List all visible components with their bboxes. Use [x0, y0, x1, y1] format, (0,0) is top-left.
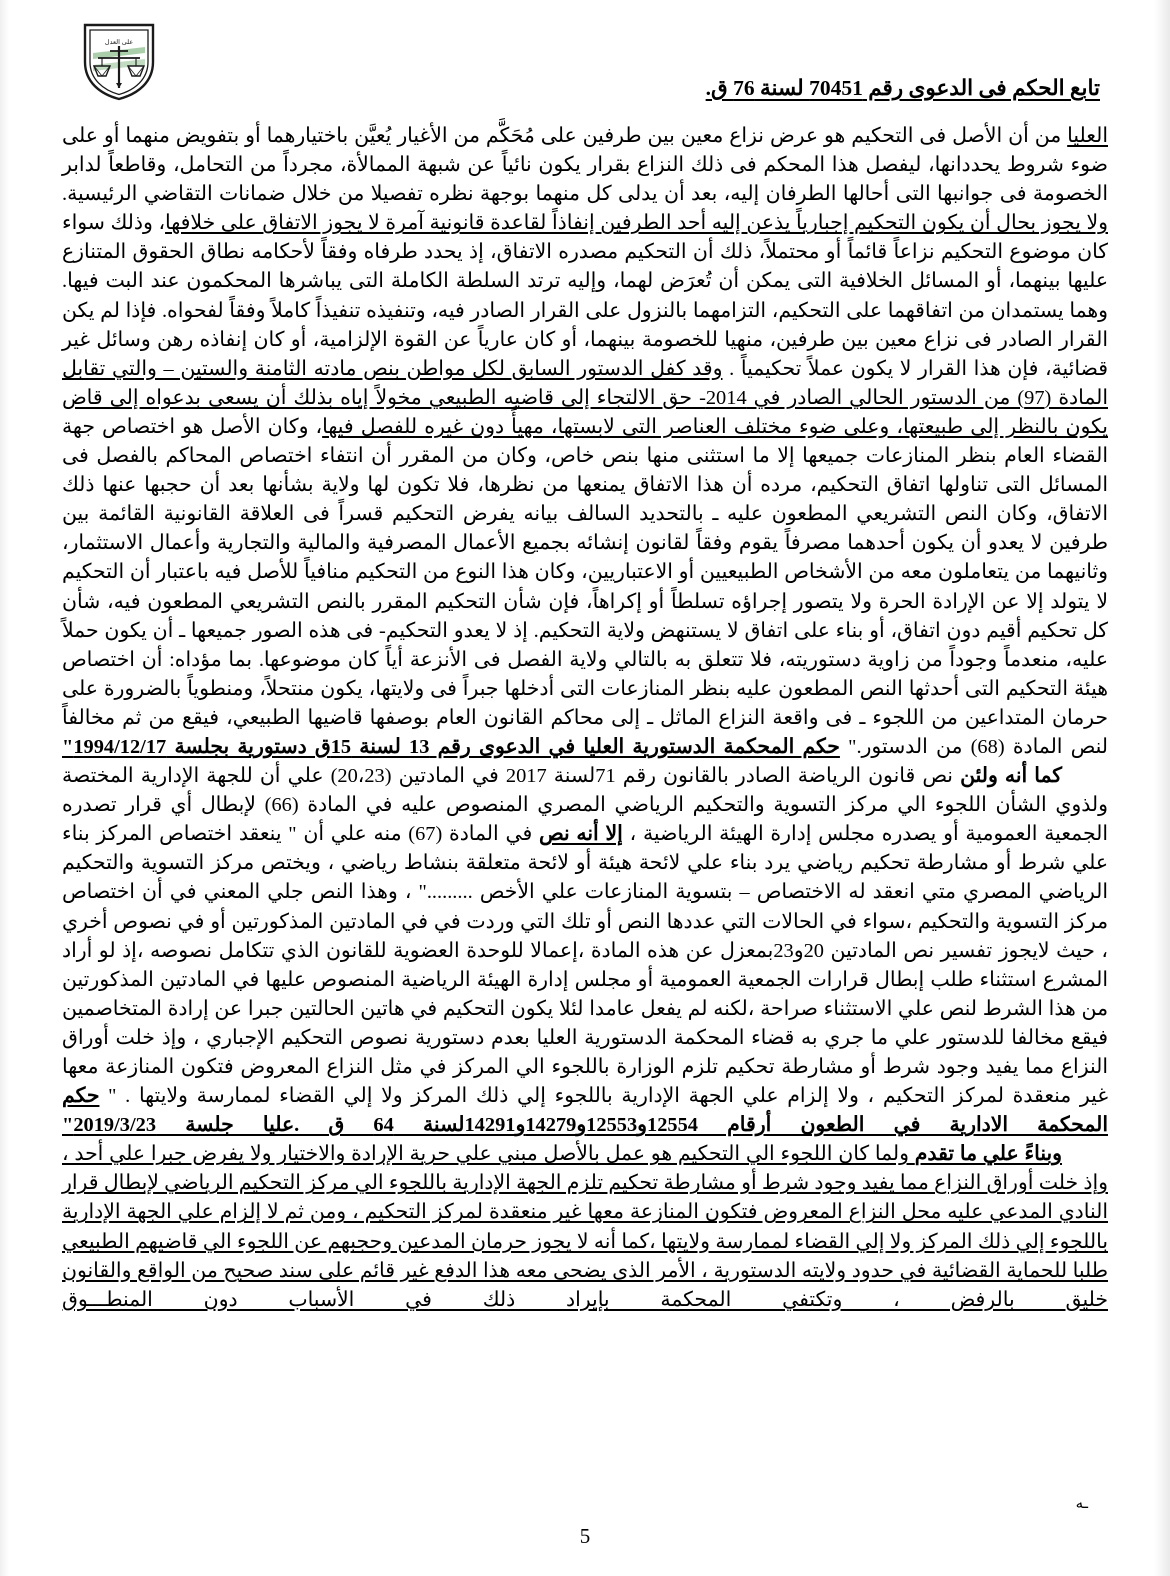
paragraph-conclusion [62, 1140, 1108, 1315]
p1-ruling-citation: حكم المحكمة الدستورية العليا في الدعوى رقم 13 لسنة 15ق دستورية بجلسة 1994/12/17" [62, 735, 840, 758]
p1-segment-a: من أن الأصل فى التحكيم هو عرض نزاع معين بين طرفين على مُحَكَّم من الأغيار يُعيَّن باختيارهما أو بتفويض منهما أو على ضوء شروط يحددانها، ليفصل هذا المحكم فى ذلك النزاع بقرار يكون نائياً عن شبهة المماﻷة، مجرداً من التحامل، وقاطعاً لدابر الخصومة فى جوانبها التى أحالها الطرفان إليه، بعد أن يدلى كل منهما بوجهة نظره تفصيلا من خلال ضمانات التقاضي الرئيسية. [62, 125, 1108, 206]
scan-edge-left [0, 0, 9, 1576]
p3-body: ولما كان اللجوء الي التحكيم هو عمل بالأصل مبني علي حرية الإرادة والاختيار ولا يفرض جبرا علي أحد ، وإذ خلت أوراق النزاع مما يفيد وجود شرط أو مشارطة تحكيم تلزم الجهة الإدارية باللجوء الي مركز التحكيم الرياضي لإبطال قرار النادي المدعي عليه محل النزاع المعروض فتكون المنازعة معها غير منعقدة لمركز التحكيم ، ومن ثم لا إلزام علي الجهة الإدارية باللجوء إلي ذلك المركز ولا إلي القضاء لممارسة ولايتها ،كما أنه لا يجوز حرمان المدعين وحجبهم عن اللجوء الي قاضيهم الطبيعي طلبا للحماية القضائية في حدود ولايته الدستورية ، الأمر الذى يضحى معه هذا الدفع غير قائم على سند صحيح من الواقع والقانون خليق بالرفض ، وتكتفي المحكمة بإيراد ذلك في الأسباب دون المنطـــوق [62, 1143, 1108, 1311]
document-body [62, 122, 1108, 1315]
p1-segment-c: ، وذلك سواء كان موضوع التحكيم نزاعاً قائماً أو محتملاً، ذلك أن التحكيم مصدره الاتفاق، إذ يحدد طرفاه وفقاً لأحكامه نطاق الحقوق المتنازع عليها بينهما، أو المسائل الخلافية التى يمكن أن تُعرَض لهما، وإليه ترتد السلطة الكاملة التى يباشرها المحكمون عند البت فيها. وهما يستمدان من اتفاقهما على التحكيم، التزامهما بالنزول على القرار الصادر فيه، وتنفيذه تنفيذاً كاملاً وفقاً لفحواه. فإذا لم يكن القرار الصادر فى نزاع معين بين طرفين، منهيا للخصومة بينهما، أو كان عارياً عن القوة الإلزامية، أو كان إنفاذه رهن وسائل غير قضائية، فإن هذا القرار لا يكون عملاً تحكيمياً . [62, 212, 1108, 380]
court-emblem-icon [80, 20, 158, 102]
p1-segment-underlined-b: ولا يجوز بحال أن يكون التحكيم إجبارياً يذعن إليه أحد الطرفين إنفاذاً لقاعدة قانونية آمرة لا يجوز الاتفاق على خلافها [165, 212, 1108, 235]
document-title: تابع الحكم فى الدعوى رقم 70451 لسنة 76 ق. [705, 76, 1100, 100]
footer-scan-mark: ـه [1075, 1496, 1088, 1512]
p3-lead-bold: وبناءً علي ما تقدم [914, 1143, 1062, 1166]
p2-lead-bold: كما أنه ولئن [960, 765, 1062, 788]
paragraph-constitutional-court [62, 122, 1108, 762]
page-number: 5 [579, 1524, 591, 1548]
p1-segment-e: ، وكان الأصل هو اختصاص جهة القضاء العام بنظر المنازعات جميعها إلا ما استثنى منها بنص خاص، وكان من المقرر أن انتفاء اختصاص المحاكم بالفصل فى المسائل التى تناولها اتفاق التحكيم، مرده أن هذا الاتفاق يمنعها من نظرها، فلا تكون لها ولاية بشأنها بعد أن حجبها عنها ذلك الاتفاق، وكان النص التشريعي المطعون عليه ـ بالتحديد السالف بيانه يفرض التحكيم قسراً فى العلاقة القانونية القائمة بين طرفين لا يعدو أن يكون أحدهما مصرفاً يقوم وفقاً لقانون إنشائه بجميع الأعمال المصرفية والمالية والتجارية وأعمال الاستثمار، وثانيهما من يتعاملون معه من الأشخاص الطبيعيين أو الاعتباريين، وكان هذا النوع من التحكيم منافياً للأصل فيه باعتبار أن التحكيم لا يتولد إلا عن الإرادة الحرة ولا يتصور إجراؤه تسلطاً أو إكراهاً، فإن شأن التحكيم المقرر بالنص التشريعي المطعون فيه، شأن كل تحكيم أقيم دون اتفاق، أو بناء على اتفاق لا يستنهض ولاية التحكيم. إذ لا يعدو التحكيم- فى هذه الصور جميعها ـ أن يكون حملاً عليه، منعدماً وجوداً من زاوية دستوريته، فلا تتعلق به بالتالي ولاية الفصل فى الأنزعة أياً كان موضوعها. بما مؤداه: أن اختصاص هيئة التحكيم التى أحدثها النص المطعون عليه بنظر المنازعات التى أدخلها جبراً فى ولايتها، يكون منتحلاً، ومنطوياً بالضرورة على حرمان المتداعين من اللجوء ـ فى واقعة النزاع الماثل ـ إلى محاكم القانون العام بوصفها قاضيها الطبيعي، فيقع من ثم مخالفاً لنص المادة (68) من الدستور." [62, 415, 1109, 758]
paragraph-sports-law [62, 762, 1108, 1140]
p2-ruling-citation: حكم المحكمة الادارية في الطعون أرقام 12554و12553و14279و14291لسنة 64 ق .عليا جلسة 2019/3/23" [62, 1085, 1108, 1137]
scan-edge-right [1154, 0, 1170, 1576]
svg-text:على العدل: على العدل [104, 39, 134, 46]
p2-segment-b: في المادة (67) منه علي أن " ينعقد اختصاص المركز بناء علي شرط أو مشارطة تحكيم رياضي يرد بناء علي لائحة هيئة أو لائحة متعلقة بنشاط رياضي ، ويختص مركز التسوية والتحكيم الرياضي المصري متي انعقد له الاختصاص – بتسوية المنازعات علي الأخص ........." ، وهذا النص جلي المعني في أن اختصاص مركز التسوية والتحكيم ،سواء في الحالات التي عددها النص أو تلك التي وردت في في المادتين المذكورتين أو في نصوص أخري ، حيث لايجوز تفسير نص المادتين 20و23بمعزل عن هذه المادة ،إعمالا للوحدة العضوية للقانون الذي تتكامل نصوصه ،إذ لو أراد المشرع استثناء طلب إبطال قرارات الجمعية العمومية أو مجلس إدارة الهيئة الرياضية المنصوص عليها في المادتين المذكورتين من هذا الشرط لنص علي الاستثناء صراحة ،لكنه لم يفعل عامدا لئلا يكون التحكيم في هاتين الحالتين جبرا عن إرادة المتخاصمين فيقع مخالفا للدستور علي ما جري به قضاء المحكمة الدستورية العليا بعدم دستورية نصوص التحكيم الإجباري ، وإذ خلت أوراق النزاع مما يفيد وجود شرط أو مشارطة تحكيم تلزم الوزارة باللجوء الي المركز في مثل النزاع المعروض فتكون المنازعة معها غير منعقدة لمركز التحكيم ، ولا إلزام علي الجهة الإدارية باللجوء إلي ذلك المركز ولا إلي القضاء لممارسة ولايتها . " [62, 823, 1109, 1108]
p2-emphasis-bold: إلا أنه نص [539, 823, 623, 846]
page-header [62, 14, 1108, 110]
p1-segment-underlined-d: وقد كفل الدستور السابق لكل مواطن بنص مادته الثامنة والستين – والتي تقابل المادة (97) من الدستور الحالي الصادر في 2014- حق الالتجاء إلى قاضيه الطبيعي مخولاً إياه بذلك أن يسعى بدعواه إلى قاض يكون بالنظر إلى طبيعتها، وعلى ضوء مختلف العناصر التى لابستها، مهيأً دون غيره للفصل فيها [62, 357, 1108, 438]
p2-segment-a: نص قانون الرياضة الصادر بالقانون رقم 71لسنة 2017 في المادتين (20،23) علي أن للجهة الإدارية المختصة ولذوي الشأن اللجوء الي مركز التسوية والتحكيم الرياضي المصري المنصوص عليه في المادة (66) لإبطال أي قرار تصدره الجمعية العمومية أو يصدره مجلس إدارة الهيئة الرياضية ، [62, 765, 1109, 846]
p1-lead-underlined: العليا [1067, 125, 1108, 147]
